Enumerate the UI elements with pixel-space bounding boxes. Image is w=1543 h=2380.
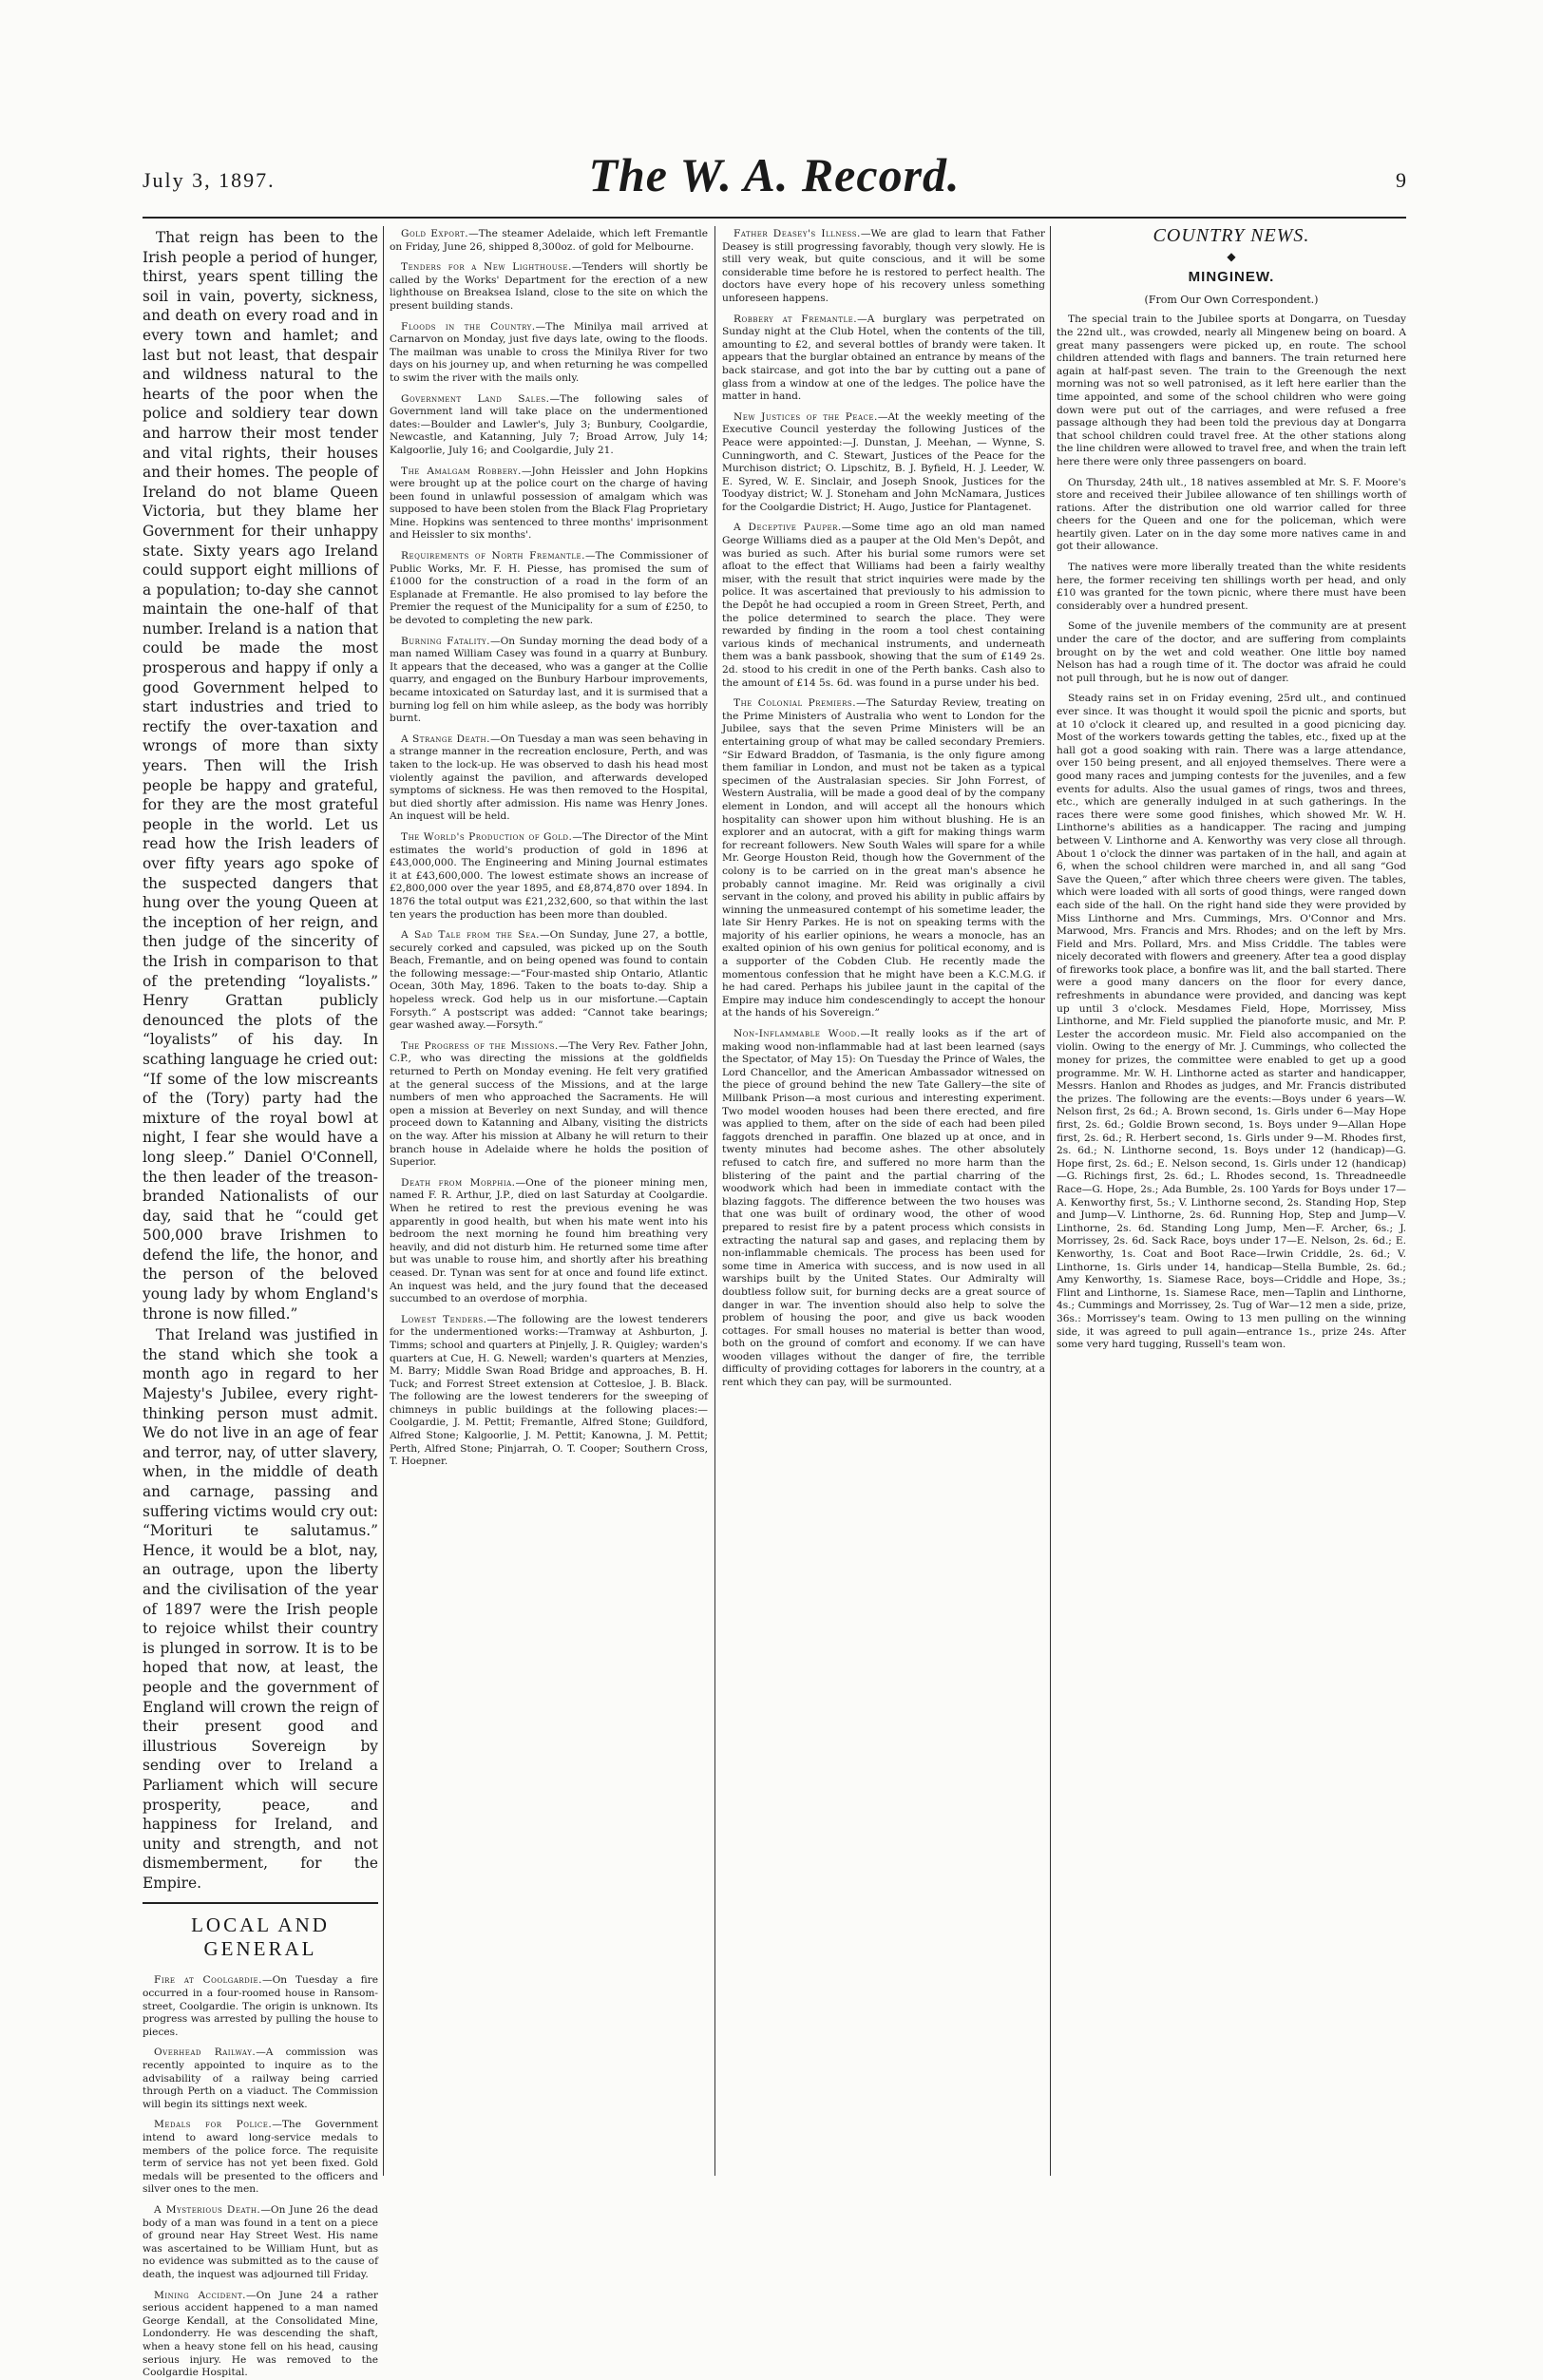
news-item — [390, 929, 708, 1033]
news-item-body: —On Sunday morning the dead body of a man named William Casey was found in a quarry at Bunbury. It appears that the deceased, who was a ganger at the Collie quarry, and engaged on the Bunbury Harbour improvements, became intoxicated on Saturday last, and it is surmised that a burning log fell on him while asleep, as the body was horribly burnt. — [390, 635, 708, 725]
news-item — [722, 522, 1045, 690]
news-item-body: —On Sunday, June 27, a bottle, securely corked and capsuled, was picked up on the South Beach, Fremantle, and on being opened was found to contain the following message:—“Four-masted ship Ontario, Atlantic Ocean, 30th May, 1896. Taken to the boats to-day. Ship a hopeless wreck. God help us in our misfortune.—Captain Forsyth.” A postscript was added: “Cannot take bearings; gear washed away.—Forsyth.” — [390, 929, 708, 1032]
newspaper-title: The W. A. Record. — [588, 148, 961, 201]
news-item-heading: Death from Morphia. — [401, 1176, 516, 1189]
news-item-heading: A Deceptive Pauper. — [733, 522, 842, 534]
news-item — [390, 636, 708, 726]
news-item — [390, 393, 708, 458]
column-divider — [714, 226, 715, 2176]
news-item-body: —The Government intend to award long-service medals to members of the police force. The requisite term of service has not yet been fixed. Gold medals will be presented to the officers and silver ones to the men. — [143, 2119, 378, 2196]
news-item — [390, 466, 708, 543]
news-item — [722, 411, 1045, 515]
news-item — [722, 228, 1045, 306]
news-item-body: —One of the pioneer mining men, named F. R. Arthur, J.P., died on last Saturday at Coolgardie. When he retired to rest the previous evening he was apparently in good health, but when his mate went into his bedroom the next morning he found him breathing very heavily, and did not disturb him. He returned some time after but was unable to rouse him, and shortly after his breathing ceased. Dr. Tynan was sent for at once and found life extinct. An inquest was held, and the jury found that the deceased succumbed to an overdose of morphia. — [390, 1176, 708, 1305]
masthead-rule — [143, 217, 1406, 219]
country-news-paragraph: The special train to the Jubilee sports at Dongarra, on Tuesday the 22nd ult., was crowded, nearly all Mingenew being on board. A great many passengers were picked up, en route. The school children attended with flags and banners. The train returned here again at half-past seven. The train to the Greenough the next morning was not so well patronised, as it left here earlier than the time appointed, and some of the school children who were going down were put out of the carriages, and were refused a free passage although they had been told the previous day at Dongarra that school children could travel free. At the other stations along the line children were allowed to travel free, and when the train left here there were only three passengers on board. — [1057, 314, 1406, 467]
news-item-heading: Requirements of North Fremantle. — [401, 550, 585, 562]
country-news-paragraph: The natives were more liberally treated than the white residents here, the former receiving ten shillings worth per head, and only £10 was granted for the town picnic, where there must have been considerably over a hundred present. — [1057, 562, 1406, 612]
column-1 — [143, 228, 378, 2379]
column-4 — [1057, 225, 1406, 2176]
news-item-heading: Government Land Sales. — [401, 392, 550, 405]
news-item-heading: Medals for Police. — [154, 2119, 273, 2131]
news-item — [390, 831, 708, 922]
news-item-body: —The Saturday Review, treating on the Prime Ministers of Australia who went to London for the Jubilee, says that the seven Prime Ministers will be an entertaining group of what may be called secondary Premiers. “Sir Edward Braddon, of Tasmania, is the only figure among them familiar in London, and must not be taken as a typical specimen of the Australasian species. Sir John Forrest, of Western Australia, will be made a good deal of by the company element in London, and will accept all the honours which hospitality can shower upon him without blushing. He is an explorer and an autocrat, with a gift for making things warm for recreant followers. New South Wales will spare for a while Mr. George Houston Reid, though how the Government of the colony is to be carried on in the great man's absence he probably cannot imagine. Mr. Reid was originally a civil servant in the colony, and proved his ability in public affairs by winning the unmeasured contempt of his sometime leader, the late Sir Henry Parkes. He is not on speaking terms with the majority of his earlier opinions, he wears a monocle, has an exalted opinion of his own genius for political economy, and is a supporter of the Cobden Club. He recently made the momentous confession that he might have been a K.C.M.G. if he had cared. Perhaps his jubilee jaunt in the capital of the Empire may induce him condescendingly to accept the honour at the hands of his Sovereign.” — [722, 697, 1046, 1019]
news-item-body: —On Tuesday a fire occurred in a four-roomed house in Ransom-street, Coolgardie. The origin is unknown. Its progress was arrested by pulling the house to pieces. — [143, 1974, 378, 2038]
ornament-divider: ◆ — [1227, 249, 1236, 263]
news-item-heading: Mining Accident. — [154, 2289, 247, 2301]
news-item-heading: A Mysterious Death. — [154, 2203, 261, 2216]
news-item-body: —Some time ago an old man named George Williams died as a pauper at the Old Men's Depôt, and was buried as such. After his burial some rumors were set afloat to the effect that Williams had been a fairly wealthy miser, with the result that strict inquiries were made by the police. It was ascertained that previously to his admission to the Depôt he had occupied a room in Green Street, Perth, and the police determined to search the place. They were rewarded by finding in the room a tool chest containing various kinds of mechanical instruments, and underneath them was a bank passbook, showing that the sum of £149 2s. 2d. stood to his credit in one of the Perth banks. Cash also to the amount of £14 5s. 6d. was found in a purse under his bed. — [722, 522, 1045, 689]
page-number: 9 — [1396, 168, 1406, 192]
news-item-heading: The Colonial Premiers. — [733, 697, 857, 710]
news-item — [143, 2047, 378, 2111]
column-2 — [390, 228, 708, 2176]
editorial-paragraph: That Ireland was justified in the stand which she took a month ago in regard to her Majesty's Jubilee, every right-thinking person must admit. We do not live in an age of fear and terror, nay, of utter slavery, when, in the middle of death and carnage, passing and suffering victims would cry out: “Morituri te salutamus.” Hence, it would be a blot, nay, an outrage, upon the liberty and the civilisation of the year of 1897 were the Irish people to rejoice whilst their country is plunged in sorrow. It is to be hoped that now, at least, the people and the government of England will crown the reign of their present good and illustrious Sovereign by sending over to Ireland a Parliament which will secure prosperity, peace, and happiness for Ireland, and unity and strength, and not dismemberment, for the Empire. — [143, 1326, 378, 1892]
column-3 — [722, 228, 1045, 2176]
news-item-body: —On Tuesday a man was seen behaving in a strange manner in the recreation enclosure, Perth, and was taken to the lock-up. He was observed to dash his head most violently against the pavilion, and afterwards developed symptoms of sickness. He was then removed to the Hospital, but died shortly after admission. His name was Henry Jones. An inquest will be held. — [390, 733, 708, 823]
news-item-heading: A Strange Death. — [401, 733, 490, 745]
news-item-heading: Non-Inflammable Wood. — [733, 1028, 861, 1040]
news-item-body: —It really looks as if the art of making wood non-inflammable had at last been learned (says the Spectator, of May 15): On Tuesday the Prince of Wales, the Lord Chancellor, and the American Ambassador witnessed on the piece of ground behind the new Tate Gallery—the site of Millbank Prison—a most curious and interesting experiment. Two model wooden houses had been there erected, and fire was applied to them, after on the side of each had been piled faggots drenched in paraffin. One blazed up at once, and in twenty minutes had become ashes. The other absolutely refused to catch fire, and suffered no more harm than the blistering of the paint and the partial charring of the woodwork which had been in immediate contact with the blazing faggots. The difference between the two houses was that one was built of ordinary wood, the other of wood prepared to resist fire by a patent process which consists in extracting the natural sap and gases, and replacing them by non-inflammable chemicals. The process has been used for some time in America with success, and is now used in all warships built by the United States. Our Admiralty will doubtless follow suit, for burning decks are a great source of danger in war. The invention should also help to solve the problem of housing the poor, and give us back wooden cottages. For small houses no material is better than wood, both on the ground of comfort and economy. If we can have wooden villages without the danger of fire, the terrible difficulty of providing cottages for laborers in the country, at a rent which they can pay, will be surmounted. — [722, 1028, 1045, 1389]
news-item-body: —John Heissler and John Hopkins were brought up at the police court on the charge of having been found in unlawful possession of amalgam which was supposed to have been stolen from the Black Flag Proprietary Mine. Hopkins was sentenced to three months' imprisonment and Heissler to six months'. — [390, 465, 708, 542]
news-item — [390, 1177, 708, 1306]
news-item-heading: Floods in the Country. — [401, 320, 536, 333]
news-item-body: —The steamer Adelaide, which left Fremantle on Friday, June 26, shipped 8,300oz. of gold for Melbourne. — [390, 228, 708, 253]
news-item-body: —We are glad to learn that Father Deasey is still progressing favorably, though very slowly. He is still very weak, but quite conscious, and it will be some considerable time before he is restored to perfect health. The doctors have every hope of his recovery unless something unforeseen happens. — [722, 228, 1045, 304]
news-item — [390, 733, 708, 824]
column-divider — [1050, 226, 1051, 2176]
news-item-heading: Father Deasey's Illness. — [733, 228, 861, 239]
news-item-heading: The Progress of the Missions. — [401, 1039, 559, 1052]
news-item-body: —The Very Rev. Father John, C.P., who was directing the missions at the goldfields returned to Perth on Monday evening. He felt very gratified at the general success of the Missions, and at the large numbers of men who approached the Sacraments. He will open a mission at Beverley on next Sunday, and will thence proceed down to Katanning and Albany, visiting the districts on the way. After his mission at Albany he will return to their branch house in Adelaide where he holds the position of Superior. — [390, 1039, 708, 1169]
news-item-body: —On June 26 the dead body of a man was found in a tent on a piece of ground near Hay Street West. His name was ascertained to be William Hunt, but as no evidence was submitted as to the cause of death, the inquest was adjourned till Friday. — [143, 2203, 378, 2280]
news-item — [143, 2204, 378, 2282]
news-item — [143, 1974, 378, 2039]
news-item-body: —The Commissioner of Public Works, Mr. F. H. Piesse, has promised the sum of £1000 for the construction of a road in the form of an Esplanade at Fremantle. He also promised to lay before the Premier the request of the Municipality for a sum of £250, to be devoted to completing the new park. — [390, 550, 708, 627]
editorial-article — [143, 228, 378, 1893]
news-item — [722, 697, 1045, 1020]
news-item-heading: Burning Fatality. — [401, 635, 491, 647]
news-item — [390, 550, 708, 628]
news-item-body: —The Minilya mail arrived at Carnarvon on Monday, just five days late, owing to the floods. The mailman was unable to cross the Minilya River for two days on his journey up, and when returning he was compelled to swim the river with the mails only. — [390, 320, 709, 384]
news-item — [390, 228, 708, 254]
news-item-body: —At the weekly meeting of the Executive Council yesterday the following Justices of the Peace were appointed:—J. Dunstan, J. Meehan, — Wynne, S. Cunningworth, and C. Stewart, Justices of the Peace for the Murchison district; O. Lipschitz, B. J. Byfield, H. J. Leeder, W. E. Syred, W. E. Sinclair, and Joseph Snook, Justices for the Toodyay district; W. J. Stoneham and John McNamara, Justices for the Coolgardie District; H. Augo, Justice for Plantagenet. — [722, 410, 1045, 513]
news-item-heading: Robbery at Fremantle. — [733, 313, 858, 325]
news-item-heading: The Amalgam Robbery. — [401, 465, 522, 477]
masthead — [143, 147, 1406, 214]
news-item — [390, 1040, 708, 1170]
news-item — [390, 321, 708, 386]
news-item — [722, 314, 1045, 404]
news-item-heading: The World's Production of Gold. — [401, 830, 573, 843]
country-news-paragraph: Steady rains set in on Friday evening, 25rd ult., and continued ever since. It was thought it would spoil the picnic and sports, but at 10 o'clock it cleared up, and resulted in a good picnicing day. Most of the workers towards getting the tables, etc., fixed up at the hall got a good soaking with rain. There was a large attendance, over 150 being present, and all enjoyed themselves. There were a good many races and jumping contests for the juveniles, and a few events for adults. Also the usual games of rings, twos and threes, etc., which are generally indulged in at such gatherings. In the races there were some good finishes, which showed Mr. W. H. Linthorne's abilities as a handicapper. The racing and jumping between V. Linthorne and A. Kenworthy was very close all through. About 1 o'clock the dinner was partaken of in the hall, and again at 6, when the school children were marched in, and all sang “God Save the Queen,” after which three cheers were given. The tables, which were loaded with all sorts of good things, were ranged down each side of the hall. On the right hand side they were provided by Miss Linthorne and Mrs. Cummings, Mrs. O'Connor and Mrs. Marwood, Mrs. Francis and Mrs. Rhodes; and on the left by Mrs. Field and Mrs. Pollard, Mrs. and Miss Criddle. The tables were nicely decorated with flowers and greenery. After tea a good display of fireworks took place, a bonfire was lit, and the ball started. There were a good many dancers on the floor for every dance, refreshments in abundance were provided, and dancing was kept up until 3 o'clock. Mesdames Field, Hope, Morrissey, Miss Linthorne, and Mr. Field supplied the pianoforte music, and Mr. P. Lester the accordeon music. Mr. Field also accompanied on the violin. Owing to the energy of Mr. J. Cummings, who collected the money for prizes, the committee were enabled to get up a good programme. Mr. W. H. Linthorne acted as starter and handicapper, Messrs. Hanlon and Rhodes as judges, and Mr. Francis distributed the prizes. The following are the events:—Boys under 6 years—W. Nelson first, 2s 6d.; A. Brown second, 1s. Girls under 6—May Hope first, 2s. 6d.; Goldie Brown second, 1s. Boys under 9—Allan Hope first, 2s. 6d.; R. Herbert second, 1s. Girls under 9—M. Rhodes first, 2s. 6d.; N. Linthorne second, 1s. Boys under 12 (handicap)—G. Hope first, 2s. 6d.; E. Nelson second, 1s. Girls under 12 (handicap)—G. Richings first, 2s. 6d.; L. Rhodes second, 1s. Threadneedle Race—G. Hope, 2s.; Ada Bumble, 2s. 100 Yards for Boys under 17—A. Kenworthy first, 5s.; V. Linthorne second, 2s. Standing Hop, Step and Jump—V. Linthorne, 2s. 6d. Running Hop, Step and Jump—V. Linthorne, 2s. 6d. Standing Long Jump, Men—F. Archer, 6s.; J. Morrissey, 2s. 6d. Sack Race, boys under 17—E. Nelson, 2s. 6d.; E. Kenworthy, 1s. Coat and Boot Race—Irwin Criddle, 2s. 6d.; V. Linthorne, 1s. Girls under 14, handicap—Stella Bumble, 2s. 6d.; Amy Kenworthy, 1s. Siamese Race, boys—Criddle and Hope, 3s.; Flint and Linthorne, 1s. Siamese Race, men—Taplin and Linthorne, 4s.; Cummings and Morrissey, 2s. Tug of War—12 men a side, prize, 36s.: Morrissey's team. Owing to 13 men pulling on the winning side, it was agreed to pull again—entrance 1s., prize 24s. After some very hard tugging, Russell's team won. — [1057, 693, 1406, 1351]
news-items — [143, 1974, 378, 2379]
news-item — [143, 2119, 378, 2197]
news-item-heading: A Sad Tale from the Sea. — [401, 929, 541, 942]
news-item-body: —The following sales of Government land will take place on the undermentioned dates:—Boulder and Lawler's, July 3; Bunbury, Coolgardie, Newcastle, and Katanning, July 7; Broad Arrow, July 14; Kalgoorlie, July 16; and Coolgardie, July 21. — [390, 392, 708, 456]
column-divider — [383, 226, 384, 2176]
news-item-body: —The following are the lowest tenderers for the undermentioned works:—Tramway at Ashburton, J. Timms; school and quarters at Pinjelly, J. R. Quigley; warden's quarters at Cue, H. G. Newell; warden's quarters at Menzies, M. Barry; Middle Swan Road Bridge and approaches, B. H. Tuck; and Forrest Street extension at Cottesloe, J. B. Black. The following are the lowest tenderers for the sweeping of chimneys in public buildings at the following places:—Coolgardie, J. M. Pettit; Fremantle, Alfred Stone; Guildford, Alfred Stone; Kalgoorlie, J. M. Pettit; Kanowna, J. M. Pettit; Perth, Alfred Stone; Pinjarrah, O. T. Cooper; Southern Cross, T. Hoepner. — [390, 1313, 708, 1468]
news-item — [722, 1028, 1045, 1390]
issue-date: July 3, 1897. — [143, 168, 276, 192]
news-item — [143, 2290, 378, 2380]
editorial-paragraph: That reign has been to the Irish people a period of hunger, thirst, years spent tilling the soil in vain, poverty, sickness, and death on every road and in every town and hamlet; and last but not least, that despair and wildness natural to the hearts of the poor when the police and soldiery tear down and harrow their most tender and vital rights, their houses and their homes. The people of Ireland do not blame Queen Victoria, but they blame her Government for their unhappy state. Sixty years ago Ireland could support eight millions of a population; to-day she cannot maintain the one-half of that number. Ireland is a nation that could be made the most prosperous and happy if only a good Government helped to start industries and tried to rectify the over-taxation and wrongs of more than sixty years. Then will the Irish people be happy and grateful, for they are the most grateful people in the world. Let us read how the Irish leaders of over fifty years ago spoke of the suspected dangers that hung over the young Queen at the inception of her reign, and then judge of the sincerity of the Irish in comparison to that of the pretending “loyalists.” Henry Grattan publicly denounced the plots of the “loyalists” of his day. In scathing language he cried out: “If some of the low miscreants of the (Tory) party had the mixture of the royal bowl at night, I fear she would have a long sleep.” Daniel O'Connell, the then leader of the treason-branded Nationalists of our day, said that he “could get 500,000 brave Irishmen to defend the life, the honor, and the person of the beloved young lady by whom England's throne is now filled.” — [143, 229, 378, 1323]
section-heading: LOCAL AND GENERAL — [143, 1902, 378, 1961]
news-item-body: —The Director of the Mint estimates the world's production of gold in 1896 at £43,000,000. The Engineering and Mining Journal estimates it at £43,600,000. The lowest estimate shows an increase of £2,800,000 over the year 1895, and £8,874,870 over 1894. In 1876 the total output was £21,232,600, so that within the last ten years the production has been more than doubled. — [390, 830, 708, 921]
correspondent-line: (From Our Own Correspondent.) — [1144, 293, 1319, 306]
country-news-heading: COUNTRY NEWS. — [1152, 225, 1310, 246]
news-item-heading: Tenders for a New Lighthouse. — [401, 261, 572, 274]
news-item-heading: Fire at Coolgardie. — [154, 1974, 263, 1987]
news-item — [390, 261, 708, 313]
news-item-heading: Lowest Tenders. — [401, 1313, 487, 1325]
news-item — [390, 1314, 708, 1469]
news-item-heading: Gold Export. — [401, 228, 469, 239]
country-news-paragraph: Some of the juvenile members of the community are at present under the care of the doctor, and are suffering from complaints brought on by the wet and cold weather. One little boy named Nelson has had a rough time of it. The doctor was afraid he could not pull through, but he is now out of danger. — [1057, 620, 1406, 684]
news-item-body: —Tenders will shortly be called by the Works' Department for the erection of a new lighthouse on Breaksea Island, close to the site on which the present building stands. — [390, 261, 708, 312]
news-item-body: —A commission was recently appointed to inquire as to the advisability of a railway being carried through Perth on a viaduct. The Commission will begin its sittings next week. — [143, 2047, 378, 2110]
news-item-heading: Overhead Railway. — [154, 2047, 257, 2059]
news-item-heading: New Justices of the Peace. — [733, 410, 878, 423]
place-heading: MINGINEW. — [1188, 269, 1275, 286]
news-item-body: —On June 24 a rather serious accident happened to a man named George Kendall, at the Consolidated Mine, Londonderry. He was descending the shaft, when a heavy stone fell on his head, causing serious injury. He was removed to the Coolgardie Hospital. — [143, 2289, 378, 2379]
country-news-paragraph: On Thursday, 24th ult., 18 natives assembled at Mr. S. F. Moore's store and received their Jubilee allowance of ten shillings worth of rations. After the distribution one old warrior called for three cheers for the Queen and one for the policeman, which were heartily given. Later on in the day some more natives came in and got their allowance. — [1057, 476, 1406, 553]
news-item-body: —A burglary was perpetrated on Sunday night at the Club Hotel, when the contents of the till, amounting to £2, and several bottles of brandy were taken. It appears that the burglar obtained an entrance by means of the back staircase, and got into the bar by cutting out a pane of glass from a window at one of the ledges. The police have the matter in hand. — [722, 313, 1045, 403]
